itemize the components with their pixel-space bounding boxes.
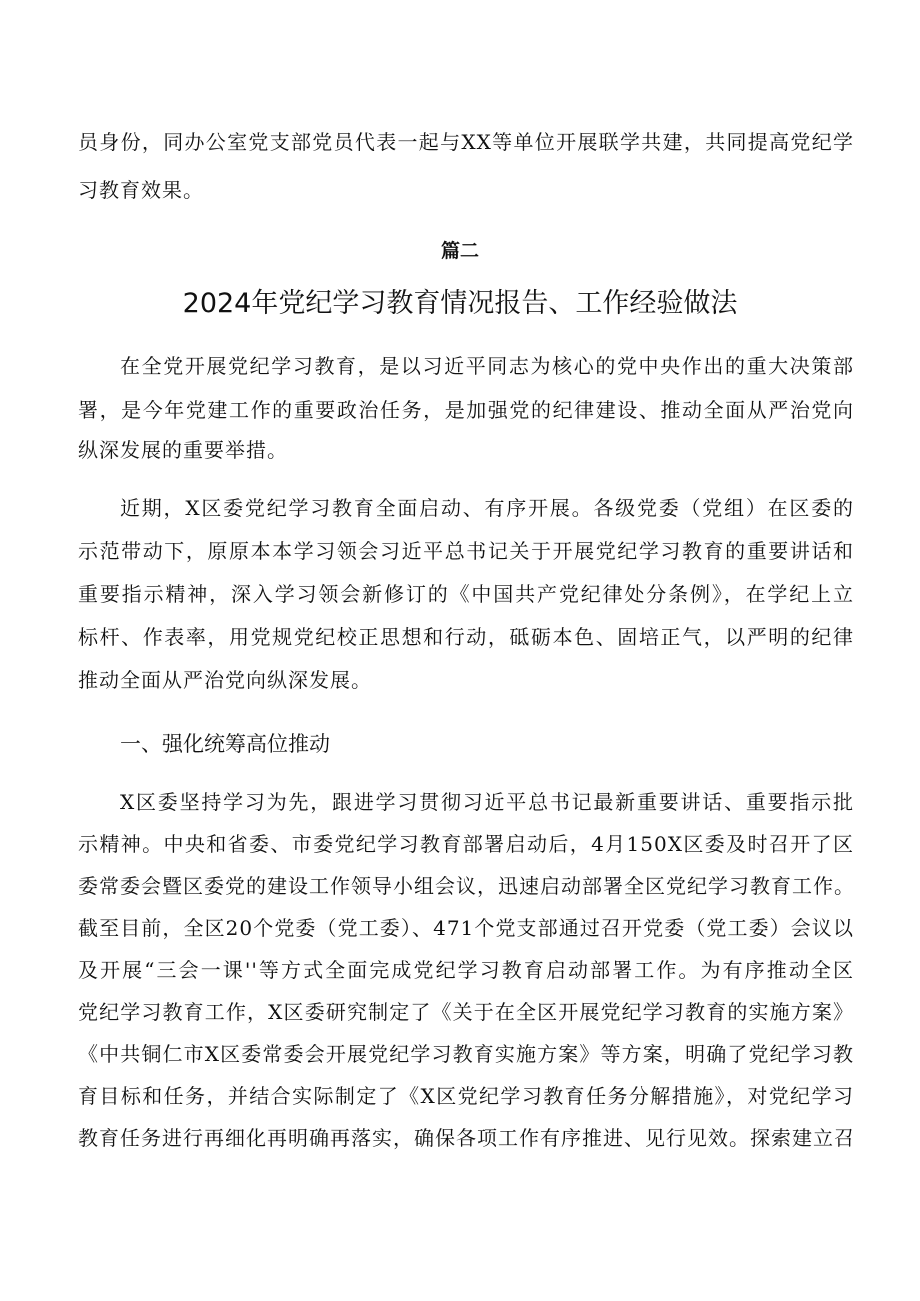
paragraph-line: 署，是今年党建工作的重要政治任务，是加强党的纪律建设、推动全面从严治党向: [78, 398, 854, 422]
paragraph-line: 重要指示精神，深入学习领会新修订的《中国共产党纪律处分条例》，在学纪上立: [78, 582, 854, 606]
paragraph-line: X区委坚持学习为先，跟进学习贯彻习近平总书记最新重要讲话、重要指示批: [120, 790, 854, 814]
section-label: 篇二: [440, 240, 479, 262]
paragraph-line: 委常委会暨区委党的建设工作领导小组会议，迅速启动部署全区党纪学习教育工作。: [78, 874, 855, 898]
paragraph-line: 示精神。中央和省委、市委党纪学习教育部署启动后，4月150X区委及时召开了区: [78, 832, 854, 856]
section-heading: 一、强化统筹高位推动: [120, 732, 330, 756]
paragraph-line: 纵深发展的重要举措。: [78, 438, 288, 462]
paragraph-line: 标杆、作表率，用党规党纪校正思想和行动，砥砺本色、固培正气，以严明的纪律: [78, 625, 854, 649]
paragraph-line: 党纪学习教育工作，X区委研究制定了《关于在全区开展党纪学习教育的实施方案》: [78, 1000, 854, 1024]
continuation-line: 员身份，同办公室党支部党员代表一起与XX等单位开展联学共建，共同提高党纪学: [78, 130, 854, 154]
paragraph-line: 及开展“三会一课''等方式全面完成党纪学习教育启动部署工作。为有序推动全区: [78, 958, 854, 982]
document-title: 2024年党纪学习教育情况报告、工作经验做法: [182, 288, 738, 319]
paragraph-line: 近期，X区委党纪学习教育全面启动、有序开展。各级党委（党组）在区委的: [120, 496, 854, 520]
paragraph-line: 示范带动下，原原本本学习领会习近平总书记关于开展党纪学习教育的重要讲话和: [78, 539, 854, 563]
paragraph-line: 教育任务进行再细化再明确再落实，确保各项工作有序推进、见行见效。探索建立召: [78, 1126, 855, 1150]
paragraph-line: 在全党开展党纪学习教育，是以习近平同志为核心的党中央作出的重大决策部: [120, 354, 854, 378]
paragraph-line: 育目标和任务，并结合实际制定了《X区党纪学习教育任务分解措施》，对党纪学习: [78, 1084, 854, 1108]
paragraph-line: 截至目前，全区20个党委（党工委）、471个党支部通过召开党委（党工委）会议以: [78, 916, 854, 940]
continuation-line: 习教育效果。: [78, 178, 204, 202]
paragraph-line: 推动全面从严治党向纵深发展。: [78, 668, 372, 692]
paragraph-line: 《中共铜仁市X区委常委会开展党纪学习教育实施方案》等方案，明确了党纪学习教: [78, 1042, 854, 1066]
